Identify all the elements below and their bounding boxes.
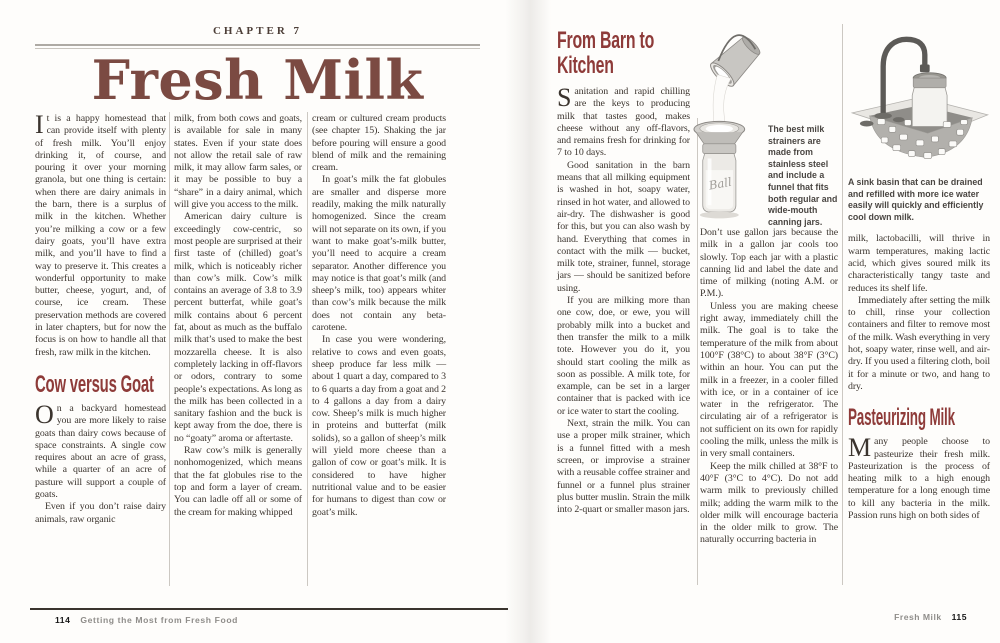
paragraph [35, 399, 166, 501]
paragraph: milk, lactobacilli, will thrive in warm temperatures, making lactic acid, which gives soured milk its characteristically tangy taste and reduces its shelf life. [848, 233, 990, 294]
paragraph: milk, from both cows and goats, is available for sale in many states. Even if your state does not allow the retail sale of raw milk, it may allow farm sales, or it may be possible to buy a “share” in a dairy animal, which will give you access to the milk. [174, 113, 302, 211]
paragraph: In case you were wondering, relative to cows and even goats, sheep produce far less milk — about 1 quart a day, compared to 3 to 6 quarts a day from a goat and 2 to 4 gallons a day from a dairy cow. Sheep’s milk is much higher in proteins and butterfat (milk solids), so a gallon of sheep’s milk will yield more cheese than a gallon of cow or goat’s milk. It is considered to have higher nutritional value and to be easier for humans to digest than cow or goat’s milk. [312, 334, 446, 518]
paragraph-text: n a backyard homestead you are more likely to raise goats than dairy cows because of space constraints. A single cow requires about an acre of grass, while a quarter of an acre of pasture will support a couple of goats. [35, 402, 166, 501]
paragraph-text: t is a happy homestead that can provide itself with plenty of fresh milk. You’ll enjoy drinking it, of course, and pouring it over your morning granola, but one thing is certain: when there are dairy animals in the barn, there is a surplus of milk in the kitchen. Whether you’re milking a cow or a few dairy goats, you’ll have extra milk, and you’ll have to find a way to preserve it. This creates a wonderful opportunity to make butter, cheese, yogurt, and, of course, ice cream. These preservation methods are covered in later chapters, but for now the focus is on how to handle all that fresh, raw milk in the kitchen. [35, 113, 166, 358]
milk-pail-illustration [693, 14, 771, 221]
paragraph: Good sanitation in the barn means that all milking equipment is washed in hot, soapy water, rinsed in hot water, and allowed to air-dry. The dishwasher is good for this, but you can also wash by hand. Everything that comes in contact with the milk — bucket, milk tote, strainer, funnel, storage jars — should be sanitized before using. [557, 159, 690, 294]
page-gutter-shadow [505, 0, 551, 643]
section-heading-pasteurizing-milk: Pasteurizing Milk [848, 404, 955, 432]
paragraph-text: any people choose to pasteurize their fresh milk. Pasteurization is the process of heating milk to a high enough temperature for a long enough time to kill any bacteria in the milk. Passion runs high on both sides of [848, 436, 990, 522]
left-page-column-2 [174, 113, 302, 519]
sink-caption: A sink basin that can be drained and refilled with more ice water easily will quickly and efficiently cool down milk. [848, 177, 984, 222]
paragraph: Don’t use gallon jars because the milk in a gallon jar cools too slowly. Top each jar with a plastic canning lid and label the date and time of milking (noting A.M. or P.M.). [700, 227, 838, 300]
column-divider [169, 112, 170, 586]
left-page-footer [55, 615, 238, 625]
drop-cap: M [848, 433, 872, 463]
paragraph: In goat’s milk the fat globules are smaller and disperse more readily, making the milk naturally homogenized. Since the cream will not separate on its own, if you want to make goat’s-milk butter, you’ll need to acquire a cream separator. Another difference you may notice is that goat’s milk (and sheep’s milk, too) appears whiter than cow’s milk because the milk does not contain any beta-carotene. [312, 174, 446, 334]
drop-cap: O [35, 399, 54, 429]
paragraph: Keep the milk chilled at 38°F to 40°F (3°C to 4°C). Do not add warm milk to previously chilled milk; adding the warm milk to the older milk will encourage bacteria in the older milk to grow. The naturally occurring bacteria in [700, 460, 838, 546]
paragraph: Next, strain the milk. You can use a proper milk strainer, which is a funnel fitted with a mesh screen, or improvise a strainer with a reusable coffee strainer and funnel or a funnel plus strainer plus butter muslin. Strain the milk into 2-quart or smaller mason jars. [557, 418, 690, 516]
paragraph: American dairy culture is exceedingly cow-centric, so most people are surprised at their first taste of (chilled) goat’s milk, which is noticeably richer than cow’s milk. Cow’s milk contains an average of 3.8 to 3.9 percent butterfat, while goat’s milk contains about 6 percent fat, about as much as the buffalo milk that’s used to make the best mozzarella cheese. It is also completely lacking in off-flavors or odors, contrary to some people’s expectations. As long as the milk has been collected in a sanitary fashion and the buck is kept away from the doe, there is no “goaty” aroma or aftertaste. [174, 211, 302, 444]
left-page-column-1 [35, 110, 166, 526]
right-page-column-3 [848, 18, 990, 522]
heading-line: From Barn to [557, 27, 655, 54]
paragraph: Raw cow’s milk is generally nonhomogenized, which means that the fat globules rise to the top and form a layer of cream. You can ladle off all or some of the cream for making whipped [174, 445, 302, 518]
right-page-column-1 [557, 28, 690, 516]
page-number: 115 [951, 612, 967, 622]
strainer-illustration-block [700, 14, 838, 227]
section-heading-from-barn-to-kitchen [557, 27, 655, 79]
chapter-title: Fresh Milk [91, 48, 424, 112]
drop-cap: S [557, 83, 572, 112]
chapter-label: CHAPTER 7 [212, 25, 303, 37]
running-book-title: Getting the Most from Fresh Food [80, 615, 239, 625]
left-page-column-3 [312, 113, 446, 519]
right-page-footer [894, 612, 967, 622]
paragraph [35, 110, 166, 359]
paragraph [848, 433, 990, 522]
right-page-column-2 [700, 14, 838, 547]
paragraph: If you are milking more than one cow, doe, or ewe, you will probably milk into a bucket and then transfer the milk to a milk tote. However you do it, you should start cooling the milk as soon as possible. A milk tote, for example, can be set in a larger container that is packed with ice or ice water to start the cooling. [557, 295, 690, 417]
svg-text:Ball: Ball [707, 174, 733, 193]
paragraph: Immediately after setting the milk to chill, rinse your collection containers and filter to remove most of the milk. Wash everything in very hot, soapy water, rinse well, and air-dry. If you used a filtering cloth, boil it for a minute or two, and hang to dry. [848, 294, 990, 392]
paragraph: cream or cultured cream products (see chapter 15). Shaking the jar before pouring will ensure a good blend of milk and the remaining cream. [312, 113, 446, 174]
strainer-caption: The best milk strainers are made from stainless steel and include a funnel that fits both regular and wide-mouth canning jars. [768, 124, 838, 227]
section-heading-cow-versus-goat: Cow versus Goat [35, 370, 154, 398]
drop-cap: I [35, 110, 44, 139]
paragraph-text: anitation and rapid chilling are the keys to producing milk that tastes good, makes cheese without any off-flavors, and remains fresh for drinking for 7 to 10 days. [557, 86, 690, 159]
sink-basin-illustration [848, 18, 990, 171]
paragraph: Even if you don’t raise dairy animals, raw organic [35, 501, 166, 525]
heading-line: Kitchen [557, 52, 614, 79]
paragraph: Unless you are making cheese right away, immediately chill the milk. The goal is to take the temperature of the milk from about 100°F (38°C) to about 38°F (3°C) within an hour. You can put the milk in a freezer, in a cooler filled with ice, or in a container of ice water in the refrigerator. The circulating air of a refrigerator is not sufficient on its own for rapidly cooling the milk, unless the milk is in very small containers. [700, 300, 838, 460]
column-divider [307, 112, 308, 586]
column-divider [842, 24, 843, 585]
header-rule-thick [35, 44, 480, 46]
running-chapter-title: Fresh Milk [894, 612, 942, 622]
page-number: 114 [55, 615, 71, 625]
paragraph [557, 83, 690, 160]
footer-rule [30, 608, 508, 610]
